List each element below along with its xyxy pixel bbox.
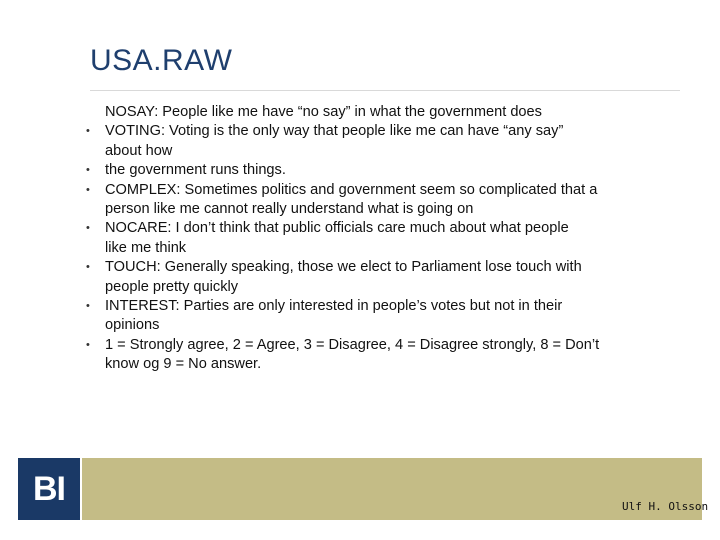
logo-text: BI [33, 469, 65, 508]
author-name: Ulf H. Olsson [622, 500, 709, 513]
item-line: people pretty quickly [105, 278, 239, 295]
item-line: opinions [105, 317, 160, 334]
list-item [86, 336, 686, 375]
item-line: the government runs things. [105, 162, 286, 179]
bullet-list [86, 103, 686, 375]
list-item [86, 122, 686, 161]
bullet-marker: • [86, 164, 90, 177]
item-line: COMPLEX: Sometimes politics and government seem so complicated that a [105, 181, 598, 198]
footer-band [82, 458, 702, 520]
item-line: TOUCH: Generally speaking, those we elect to Parliament lose touch with [105, 259, 582, 276]
bullet-marker: • [86, 125, 90, 138]
slide-title: USA.RAW [90, 44, 233, 77]
bullet-marker: • [86, 300, 90, 313]
bullet-marker: • [86, 338, 90, 351]
list-item [86, 219, 686, 258]
bullet-marker: • [86, 222, 90, 235]
list-item [86, 297, 686, 336]
item-line: NOSAY: People like me have “no say” in what the government does [105, 104, 542, 120]
item-line: NOCARE: I don’t think that public officials care much about what people [105, 220, 569, 237]
item-line: VOTING: Voting is the only way that people like me can have “any say” [105, 123, 564, 140]
list-item [86, 181, 686, 220]
item-line: about how [105, 142, 173, 159]
item-line: person like me cannot really understand what is going on [105, 201, 474, 218]
item-line: 1 = Strongly agree, 2 = Agree, 3 = Disagree, 4 = Disagree strongly, 8 = Don’t [105, 336, 600, 353]
item-line: like me think [105, 239, 187, 256]
list-item [86, 258, 686, 297]
list-item [86, 103, 686, 122]
bullet-marker: • [86, 183, 90, 196]
list-item [86, 161, 686, 180]
item-line: know og 9 = No answer. [105, 356, 262, 373]
title-divider [90, 90, 680, 91]
bi-logo [18, 458, 80, 520]
bullet-marker: • [86, 261, 90, 274]
item-line: INTEREST: Parties are only interested in people’s votes but not in their [105, 298, 563, 315]
